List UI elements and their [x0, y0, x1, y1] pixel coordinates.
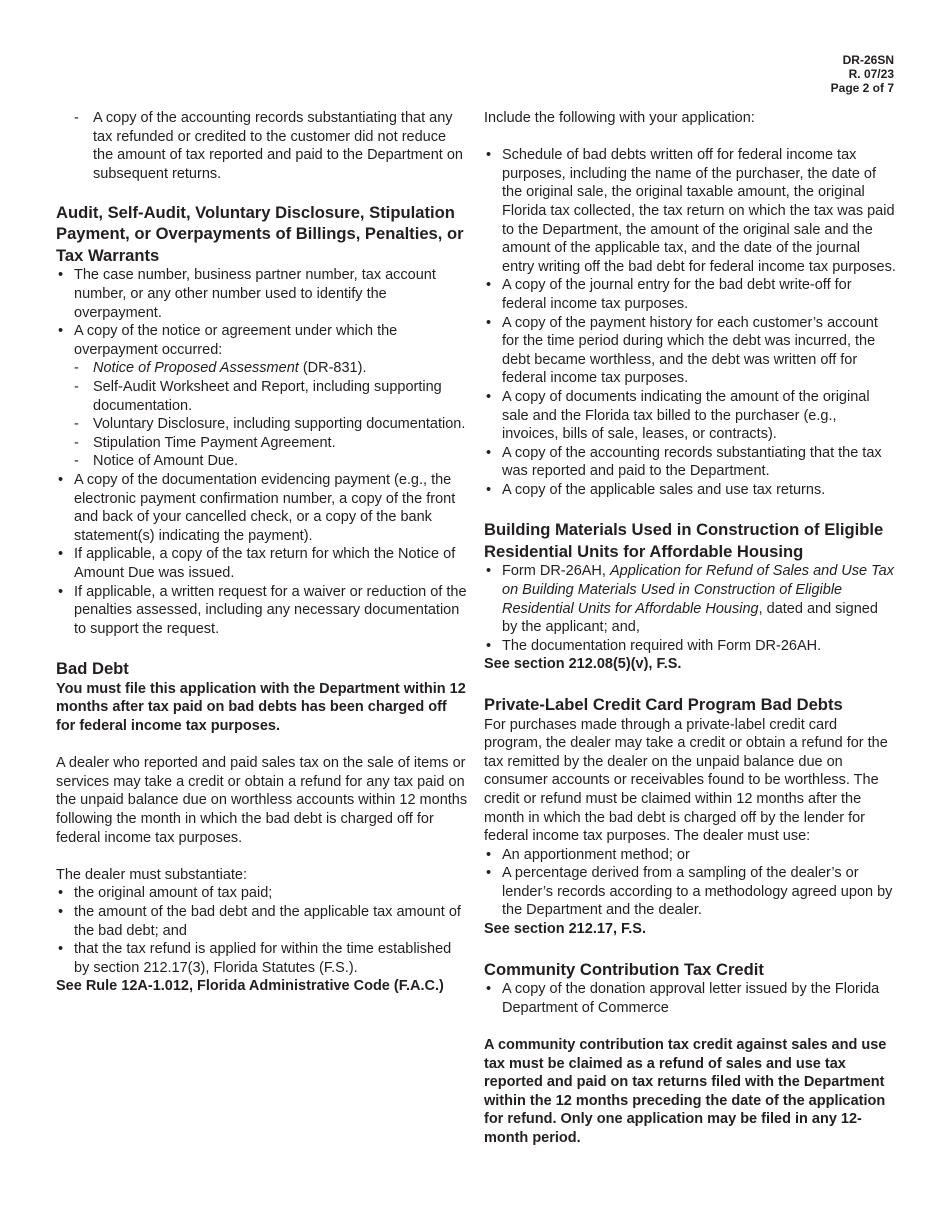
- building-materials-list: [484, 562, 896, 655]
- list-item: • A copy of the accounting records substantiating that the tax was reported and paid to the Department.: [484, 444, 896, 481]
- list-item: • Schedule of bad debts written off for federal income tax purposes, including the name of the purchaser, the date of the original sale, the original taxable amount, the original Florida tax collected, the tax return on which the tax was paid to the Department, the amount of the original sale and the amount of the applicable tax, and the date of the journal entry writing off the bad debt for federal income tax purposes.: [484, 146, 896, 276]
- list-subitem: - Notice of Amount Due.: [56, 452, 468, 471]
- community-contribution-note: A community contribution tax credit against sales and use tax must be claimed as a refund of sales and use tax reported and paid on tax returns filed with the Department within the 12 months preceding the date of the application for refund. Only one application may be filed in any 12-month period.: [484, 1036, 887, 1146]
- list-item: • A copy of the notice or agreement under which the overpayment occurred:: [56, 322, 468, 359]
- list-item: • If applicable, a copy of the tax return for which the Notice of Amount Due was issued.: [56, 545, 468, 582]
- page-number: Page 2 of 7: [830, 81, 894, 95]
- list-item: • If applicable, a written request for a waiver or reduction of the penalties assessed, including any necessary documentation to support the request.: [56, 583, 468, 639]
- item-text: , dated and signed by the applicant; and,: [502, 600, 878, 636]
- list-item: • A copy of the applicable sales and use tax returns.: [484, 481, 896, 500]
- list-item: • A copy of the payment history for each customer’s account for the time period during which the debt was incurred, the debt became worthless, and the debt was written off for federal income tax purposes.: [484, 314, 896, 388]
- list-item: - A copy of the accounting records substantiating that any tax refunded or credited to the customer did not reduce the amount of tax reported and paid to the Department on subsequent returns.: [56, 109, 468, 183]
- list-item: • A percentage derived from a sampling of the dealer’s or lender’s records according to a methodology agreed upon by the Department and the dealer.: [484, 864, 896, 920]
- left-column: [56, 109, 468, 996]
- bad-debt-heading: Bad Debt: [56, 659, 129, 679]
- form-number: DR-26SN: [842, 53, 894, 67]
- audit-heading: Audit, Self-Audit, Voluntary Disclosure, Stipulation Payment, or Overpayments of Billings, Penalties, or Tax Warrants: [56, 202, 464, 265]
- bad-debt-bold-intro: You must file this application with the Department within 12 months after tax paid on bad debts has been charged off for federal income tax purposes.: [56, 680, 466, 735]
- list-subitem: - Self-Audit Worksheet and Report, including supporting documentation.: [56, 378, 468, 415]
- item-text: Form DR-26AH,: [502, 563, 610, 580]
- include-list: [484, 146, 896, 499]
- list-item: • A copy of documents indicating the amount of the original sale and the Florida tax billed to the purchaser (e.g., invoices, bills of sale, leases, or contracts).: [484, 388, 896, 444]
- private-label-list: [484, 846, 896, 920]
- list-item: • A copy of the documentation evidencing payment (e.g., the electronic payment confirmation number, a copy of the front and back of your cancelled check, or a copy of the bank statement(s) indicating the payment).: [56, 471, 468, 545]
- include-intro: Include the following with your application:: [484, 110, 755, 126]
- form-revision: R. 07/23: [848, 67, 894, 81]
- audit-list: [56, 266, 468, 638]
- list-item: • A copy of the journal entry for the bad debt write-off for federal income tax purposes.: [484, 276, 896, 313]
- list-subitem: [56, 359, 468, 378]
- list-item: [484, 562, 896, 636]
- list-item: • that the tax refund is applied for within the time established by section 212.17(3), Florida Statutes (F.S.).: [56, 940, 468, 977]
- right-column: [484, 109, 896, 1148]
- bad-debt-paragraph: A dealer who reported and paid sales tax on the sale of items or services may take a credit or obtain a refund for any tax paid on the unpaid balance due on worthless accounts within 12 months following the month in which the bad debt is charged off for federal income tax purposes.: [56, 755, 468, 846]
- list-item: • The documentation required with Form DR-26AH.: [484, 637, 896, 656]
- list-item: • The case number, business partner number, tax account number, or any other number used to identify the overpayment.: [56, 266, 468, 322]
- list-item: • the amount of the bad debt and the applicable tax amount of the bad debt; and: [56, 903, 468, 940]
- list-item: • the original amount of tax paid;: [56, 884, 468, 903]
- continued-list: [56, 109, 468, 183]
- list-subitem: - Voluntary Disclosure, including supporting documentation.: [56, 415, 468, 434]
- statute-reference: See section 212.17, F.S.: [484, 921, 647, 938]
- italic-title: Notice of Proposed Assessment: [93, 360, 299, 377]
- italic-title: Application for Refund of Sales and Use Tax on Building Materials Used in Construction of Eligible Residential Units for Affordable Housing: [502, 563, 894, 617]
- community-contribution-list: [484, 980, 896, 1017]
- list-item: • A copy of the donation approval letter issued by the Florida Department of Commerce: [484, 980, 896, 1017]
- private-label-heading: Private-Label Credit Card Program Bad Debts: [484, 695, 843, 715]
- rule-reference: See Rule 12A-1.012, Florida Administrative Code (F.A.C.): [56, 978, 444, 995]
- statute-reference: See section 212.08(5)(v), F.S.: [484, 656, 682, 673]
- subitem-text: (DR-831).: [298, 360, 367, 377]
- list-item: • An apportionment method; or: [484, 846, 896, 865]
- list-subitem: - Stipulation Time Payment Agreement.: [56, 434, 468, 453]
- community-contribution-heading: Community Contribution Tax Credit: [484, 959, 764, 979]
- substantiate-list: [56, 884, 468, 977]
- form-identifier: [831, 53, 894, 95]
- substantiate-intro: The dealer must substantiate:: [56, 866, 248, 883]
- private-label-paragraph: For purchases made through a private-label credit card program, the dealer may take a credit or obtain a refund for the tax remitted by the dealer on the unpaid balance due on consumer accounts or receivables found to be worthless. The credit or refund must be claimed within 12 months after the month in which the bad debt is charged off by the lender for federal income tax purposes. The dealer must use:: [484, 716, 888, 845]
- building-materials-heading: Building Materials Used in Construction of Eligible Residential Units for Affordable Housing: [484, 520, 884, 561]
